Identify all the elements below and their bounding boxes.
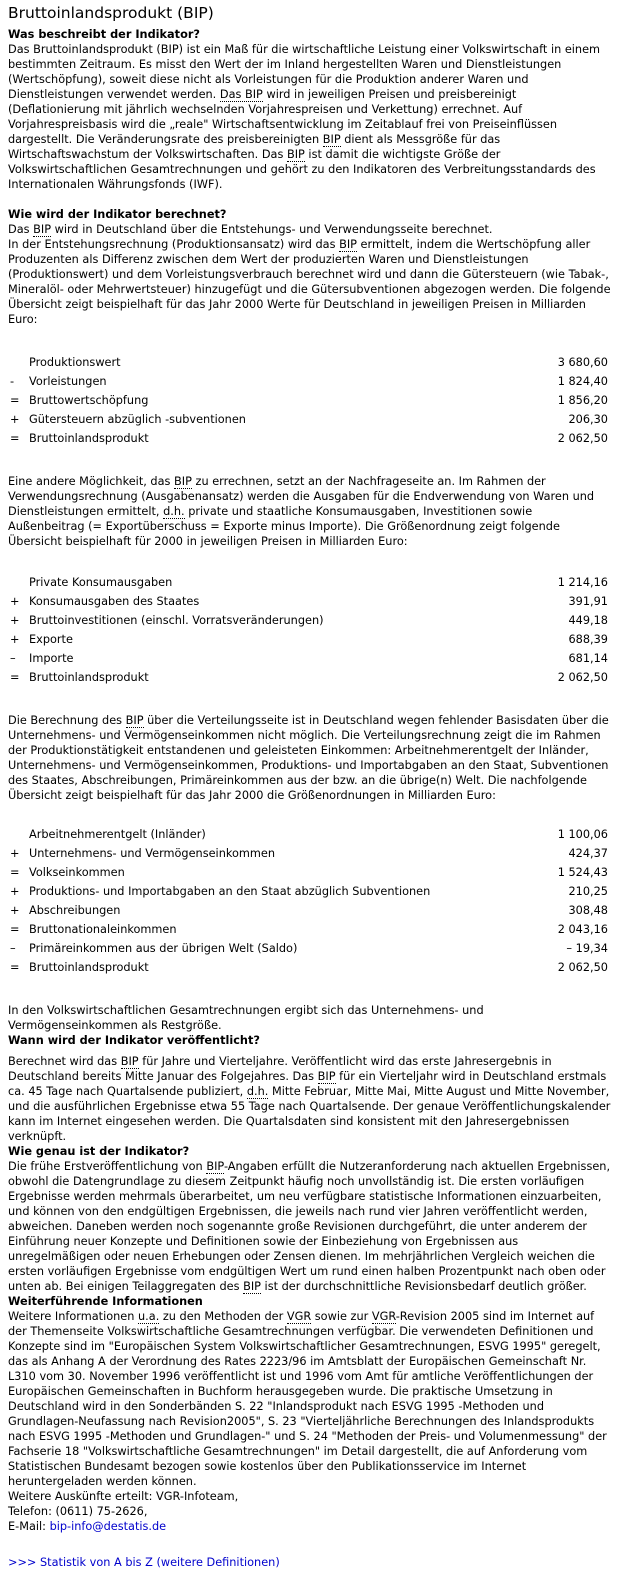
table-row [8,573,611,592]
value-cell: 3 680,60 [557,356,608,369]
text-span: für ein Vierteljahr wird in Deutschland erstmals ca. 45 Tage nach Quartalsende publiziert, [8,1070,607,1098]
label-cell: Vorleistungen [29,375,107,388]
abbr-bip: BIP [322,133,341,146]
text-span: ist der durchschnittliche Revisionsbedarf deutlich größer. [260,1280,587,1293]
distribution-table [8,825,611,977]
abbr-bip: BIP [243,1280,261,1293]
label-cell: Konsumausgaben des Staates [29,595,200,608]
table-row [8,630,611,649]
label-cell: Bruttoinlandsprodukt [29,961,149,974]
label-cell: Exporte [29,633,73,646]
further-info-paragraph [8,1309,611,1489]
operator-cell: = [10,671,20,684]
abbr-dh: d.h. [163,505,185,518]
operator-cell: = [10,866,20,879]
calculation-paragraph [8,237,611,327]
text-span: zu den Methoden der [159,1310,287,1323]
section-description [8,27,611,192]
text-span: Mitte Februar, Mitte Mai, Mitte August und Mitte November, und die ausführlichen Ergebnisse etwa 55 Tage nach Quartalsende. Der genaue Veröffentlichungskalender kann im Internet eingesehen werden. Die Quartalsdaten sind konsistent mit den Jahresergebnissen verknüpft. [8,1085,611,1143]
abbr-vgr: VGR [286,1310,312,1323]
text-span: dient als Messgröße für das Wirtschaftswachstum der Volkswirtschaften. Das [8,133,501,161]
operator-cell: + [10,904,20,917]
email-label: E-Mail: [8,1520,50,1533]
production-table [8,353,611,448]
label-cell: Produktionswert [29,356,121,369]
value-cell: 2 043,16 [557,923,608,936]
value-cell: 1 214,16 [557,576,608,589]
abbr-ua: u.a. [138,1310,160,1323]
label-cell: Primäreinkommen aus der übrigen Welt (Saldo) [29,942,298,955]
abbr-bip: BIP [339,238,357,251]
distribution-paragraph [8,713,611,803]
value-cell: 681,14 [568,652,608,665]
publication-paragraph [8,1054,611,1144]
value-cell: 2 062,50 [557,671,608,684]
operator-cell: + [10,633,20,646]
table-row [8,353,611,372]
label-cell: Bruttonationaleinkommen [29,923,177,936]
value-cell: 449,18 [568,614,608,627]
abbr-bip: BIP [125,714,144,727]
text-span: über die Verteilungsseite ist in Deutschland wegen fehlender Basisdaten über die Unternehmens- und Vermögenseinkommen nicht möglich. Die Verteilungsrechnung zeigt die im Rahmen der Produktionstätigkeit entstandenen und geleisteten Einkommen: Arbeitnehmerentgelt der Inländer, Unternehmens- und Vermögenseinkommen, Produktions- und Importabgaben an den Staat, Subventionen des Staates, Abschreibungen, Primäreinkommen aus der bzw. an die übrige(n) Welt. Die nachfolgende Übersicht zeigt beispielhaft für das Jahr 2000 die Größenordnungen in Milliarden Euro: [8,714,609,802]
section-heading: Weiterführende Informationen [8,1295,203,1308]
section-heading: Wann wird der Indikator veröffentlicht? [8,1034,260,1047]
table-row [8,920,611,939]
table-row [8,372,611,391]
accuracy-paragraph [8,1159,611,1294]
table-row [8,825,611,844]
text-span: Eine andere Möglichkeit, das [8,475,175,488]
value-cell: 688,39 [568,633,608,646]
contact-line: Weitere Auskünfte erteilt: VGR-Infoteam, [8,1490,239,1503]
label-cell: Abschreibungen [29,904,121,917]
table-row [8,958,611,977]
table-row [8,882,611,901]
email-link[interactable]: bip-info@destatis.de [49,1520,167,1533]
label-cell: Private Konsumausgaben [29,576,173,589]
operator-cell: = [10,961,20,974]
label-cell: Arbeitnehmerentgelt (Inländer) [29,828,206,841]
operator-cell: – [10,942,16,955]
section-accuracy [8,1144,611,1294]
table-row [8,649,611,668]
statistics-a-z-link[interactable]: >>> Statistik von A bis Z (weitere Definitionen) [8,1556,280,1569]
value-cell: 1 100,06 [557,828,608,841]
operator-cell: – [10,652,16,665]
label-cell: Gütersteuern abzüglich -subventionen [29,413,246,426]
table-row [8,844,611,863]
description-paragraph [8,42,611,192]
text-span: Die Berechnung des [8,714,126,727]
operator-cell: + [10,614,20,627]
label-cell: Volkseinkommen [29,866,125,879]
section-further-info [8,1294,611,1534]
label-cell: Importe [29,652,74,665]
operator-cell: + [10,885,20,898]
phone-line: Telefon: (0611) 75-2626, [8,1505,148,1518]
residual-paragraph: In den Volkswirtschaftlichen Gesamtrechnungen ergibt sich das Unternehmens- und Vermögenseinkommen als Restgröße. [8,1004,484,1032]
operator-cell [8,825,29,844]
table-row [8,410,611,429]
text-span: für Jahre und Vierteljahre. Veröffentlicht wird das erste Jahresergebnis in Deutschland bereits Mitte Januar des Folgejahres. Das [8,1055,552,1083]
label-cell: Bruttowertschöpfung [29,394,149,407]
text-span: Das [8,223,34,236]
abbr-bip: Das BIP [219,88,263,101]
value-cell: 206,30 [568,413,608,426]
text-span: private und staatliche Konsumausgaben, Investitionen sowie Außenbeitrag (= Exportüberschuss = Exporte minus Importe). Die Größenordnung zeigt folgende Übersicht beispielhaft für 2000 in jeweiligen Preisen in Milliarden Euro: [8,505,560,548]
email-line [8,1519,611,1534]
text-span: Weitere Informationen [8,1310,139,1323]
abbr-bip: BIP [286,148,305,161]
demand-paragraph [8,474,611,549]
table-row [8,592,611,611]
table-row [8,939,611,958]
table-row [8,668,611,687]
text-span: sowie zur [311,1310,372,1323]
footer [8,1555,611,1570]
abbr-dh: d.h. [246,1085,269,1098]
label-cell: Bruttoinlandsprodukt [29,432,149,445]
section-heading: Wie genau ist der Indikator? [8,1145,190,1158]
text-span: -Revision 2005 sind im Internet auf der Themenseite Volkswirtschaftliche Gesamtrechnungen verfügbar. Die verwendeten Definitionen und Konzepte sind im "Europäischen System Volkswirtschaftlicher Gesamtrechnungen, ESVG 1995" geregelt, das als Anhang A der Verordnung des Rates 2223/96 im Amtsblatt der Europäischen Gemeinschaft Nr. L310 vom 30. November 1996 veröffentlicht ist und 1996 vom Amt für amtliche Veröffentlichungen der Europäischen Gemeinschaften in Buchform herausgegeben wurde. Die praktische Umsetzung in Deutschland wird in den Sonderbänden S. 22 "Inlandsprodukt nach ESVG 1995 -Methoden und Grundlagen-Neufassung nach Revision2005", S. 23 "Vierteljährliche Berechnungen des Inlandsprodukts nach ESVG 1995 -Methoden und Grundlagen-" und S. 24 "Methoden der Preis- und Volumenmessung" der Fachserie 18 "Volkswirtschaftliche Gesamtrechnungen" im Detail dargestellt, die auf Anforderung vom Statistischen Bundesamt bezogen sowie kostenlos über den Publikationsservice im Internet heruntergeladen werden können. [8,1310,607,1488]
operator-cell: - [10,375,15,388]
text-span: Das Bruttoinlandsprodukt (BIP) ist ein Maß für die wirtschaftliche Leistung einer Volkswirtschaft in einem bestimmten Zeitraum. Es misst den Wert der im Inland hergestellten Waren und Dienstleistungen (Wertschöpfung), soweit diese nicht als Vorleistungen für die Produktion anderer Waren und Dienstleistungen verwendet werden. [8,43,601,101]
value-cell: – 19,34 [566,942,608,955]
calculation-intro [8,222,611,237]
value-cell: 424,37 [568,847,608,860]
operator-cell: = [10,923,20,936]
table-row [8,901,611,920]
label-cell: Bruttoinvestitionen (einschl. Vorratsveränderungen) [29,614,324,627]
value-cell: 308,48 [568,904,608,917]
table-row [8,429,611,448]
operator-cell: + [10,413,20,426]
text-span: ermittelt, indem die Wertschöpfung aller Produzenten als Differenz zwischen dem Wert der produzierten Waren und Dienstleistungen (Produktionswert) und dem Vorleistungsverbrauch berechnet wird und dann die Gütersteuern (wie Tabak-, Mineralöl- oder Mehrwertsteuer) hinzugefügt und die Gütersubventionen abgezogen werden. Die folgende Übersicht zeigt beispielhaft für das Jahr 2000 Werte für Deutschland in jeweiligen Preisen in Milliarden Euro: [8,238,611,326]
text-span: -Angaben erfüllt die Nutzeranforderung nach aktuellen Ergebnissen, obwohl die Datengrundlage zu diesem Zeitpunkt häufig noch unvollständig ist. Die ersten vorläufigen Ergebnisse werden mehrmals überarbeitet, um neu verfügbare statistische Informationen einzuarbeiten, und können von den endgültigen Ergebnissen, die jeweils nach rund vier Jahren veröffentlicht werden, abweichen. Daneben werden noch sogenannte große Revisionen durchgeführt, die unter anderem der Einführung neuer Konzepte und Definitionen sowie der Einbeziehung von Ergebnissen aus unregelmäßigen oder neuen Erhebungen oder Zensen dienen. Im mehrjährlichen Vergleich weichen die ersten vorläufigen Ergebnisse vom endgültigen Wert um rund einen halben Prozentpunkt nach oben oder unten ab. Bei einigen Teilaggregaten des [8,1160,611,1293]
value-cell: 1 856,20 [557,394,608,407]
abbr-bip: BIP [120,1055,139,1068]
abbr-bip: BIP [317,1070,336,1083]
section-calculation [8,207,611,327]
expenditure-table [8,573,611,687]
abbr-bip: BIP [174,475,192,488]
section-heading: Wie wird der Indikator berechnet? [8,208,227,221]
text-span: wird in jeweiligen Preisen und preisbereinigt (Deflationierung mit jährlich wechselnden Vorjahrespreisen und Verkettung) errechnet. Auf Vorjahrespreisbasis wird die „reale" Wirtschaftsentwicklung im Zeitablauf frei von Preiseinflüssen dargestellt. Die Veränderungsrate des preisbereinigten [8,88,557,146]
operator-cell: = [10,432,20,445]
text-span: In der Entstehungsrechnung (Produktionsansatz) wird das [8,238,340,251]
value-cell: 391,91 [568,595,608,608]
text-span: Die frühe Erstveröffentlichung von [8,1160,207,1173]
label-cell: Bruttoinlandsprodukt [29,671,149,684]
text-span: Berechnet wird das [8,1055,121,1068]
text-span: zu errechnen, setzt an der Nachfrageseite an. Im Rahmen der Verwendungsrechnung (Ausgabenansatz) werden die Ausgaben für die Endverwendung von Waren und Dienstleistungen ermittelt, [8,475,595,518]
operator-cell [8,353,29,372]
section-heading: Was beschreibt der Indikator? [8,28,200,41]
table-row [8,391,611,410]
value-cell: 210,25 [568,885,608,898]
abbr-bip: BIP [33,223,52,236]
page-title: Bruttoinlandsprodukt (BIP) [8,4,214,22]
text-span: wird in Deutschland über die Entstehungs- und Verwendungsseite berechnet. [51,223,493,236]
operator-cell [8,573,29,592]
section-publication [8,1033,611,1144]
operator-cell: = [10,394,20,407]
label-cell: Produktions- und Importabgaben an den Staat abzüglich Subventionen [29,885,431,898]
operator-cell: + [10,847,20,860]
text-span: ist damit die wichtigste Größe der Volkswirtschaftlichen Gesamtrechnungen und gehört zu den Indikatoren des Verbreitungsstandards des Internationalen Währungsfonds (IWF). [8,148,596,191]
operator-cell: + [10,595,20,608]
table-row [8,611,611,630]
value-cell: 1 524,43 [557,866,608,879]
label-cell: Unternehmens- und Vermögenseinkommen [29,847,276,860]
value-cell: 2 062,50 [557,961,608,974]
value-cell: 2 062,50 [557,432,608,445]
table-row [8,863,611,882]
abbr-bip: BIP [206,1160,224,1173]
value-cell: 1 824,40 [557,375,608,388]
abbr-vgr: VGR [371,1310,396,1323]
